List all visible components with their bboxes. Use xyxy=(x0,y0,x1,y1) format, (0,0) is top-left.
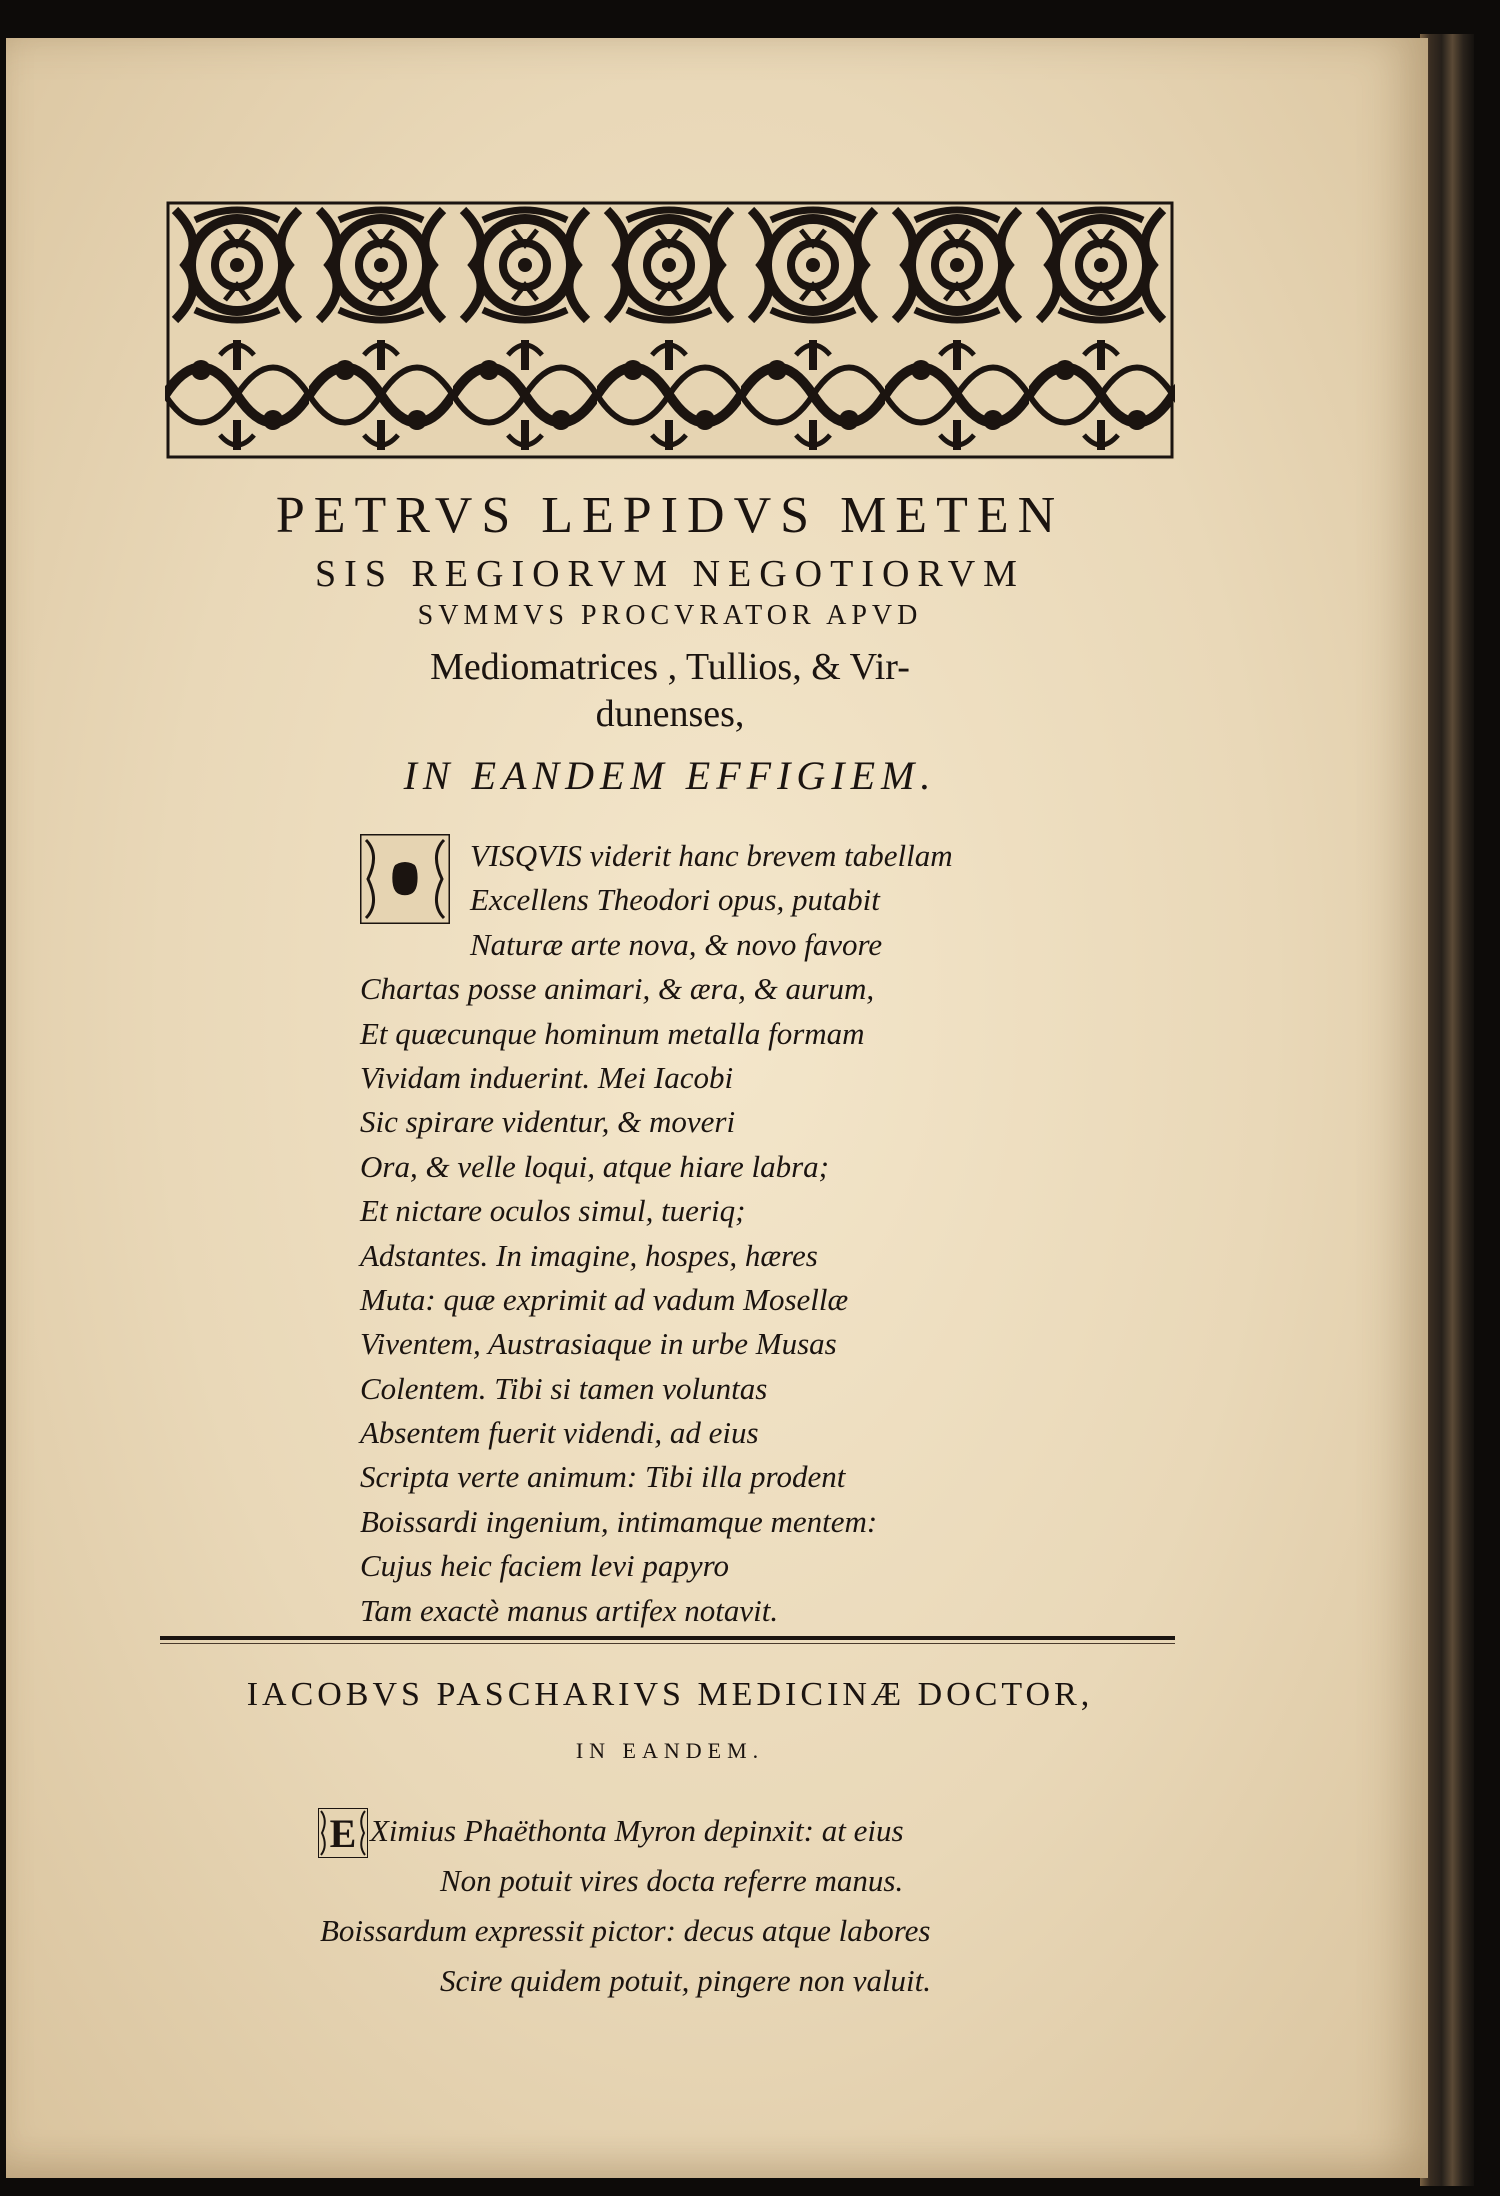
poem-1-line: Cujus heic faciem levi papyro xyxy=(360,1548,730,1584)
poem-1-line: Muta: quæ exprimit ad vadum Mosellæ xyxy=(360,1281,849,1317)
divider-rule-thin xyxy=(160,1643,1175,1644)
drop-cap-e-letter: E xyxy=(329,1811,357,1856)
poem-2-line: Scire quidem potuit, pingere non valuit. xyxy=(440,1963,932,1998)
poem-1-line: Chartas posse animari, & æra, & aurum, xyxy=(360,971,875,1007)
heading-line-5: dunenses, xyxy=(595,693,745,735)
poem-title: IN EANDEM EFFIGIEM. xyxy=(403,753,937,798)
poem-1-line: Excellens Theodori opus, putabit xyxy=(470,882,880,918)
heading-line-1: PETRVS LEPIDVS METEN xyxy=(275,487,1065,544)
poem-1 xyxy=(360,834,953,1633)
second-poem-heading: IACOBVS PASCHARIVS MEDICINÆ DOCTOR, xyxy=(246,1676,1094,1713)
book-page-edge xyxy=(1420,34,1474,2186)
poem-1-line: Viventem, Austrasiaque in urbe Musas xyxy=(360,1326,837,1362)
poem-1-line: Colentem. Tibi si tamen voluntas xyxy=(360,1370,768,1406)
second-poem-subtitle: IN EANDEM. xyxy=(575,1738,765,1763)
poem-1-line: Sic spirare videntur, & moveri xyxy=(360,1104,736,1140)
poem-1-line: Et quæcunque hominum metalla formam xyxy=(360,1015,865,1051)
poem-2-line: Ximius Phaëthonta Myron depinxit: at eius xyxy=(370,1813,904,1848)
poem-1-line: Boissardi ingenium, intimamque mentem: xyxy=(360,1503,878,1539)
poem-2-line: Non potuit vires docta referre manus. xyxy=(440,1863,904,1898)
poem-1-line: Tam exactè manus artifex notavit. xyxy=(360,1592,779,1628)
poem-1-line: Adstantes. In imagine, hospes, hæres xyxy=(360,1237,818,1273)
heading-line-4: Mediomatrices , Tullios, & Vir- xyxy=(430,646,910,688)
poem-1-line: Ora, & velle loqui, atque hiare labra; xyxy=(360,1148,829,1184)
drop-cap-q-letter: Q xyxy=(384,845,426,910)
poem-1-line: Naturæ arte nova, & novo favore xyxy=(470,926,883,962)
poem-1-line: VISQVIS viderit hanc brevem tabellam xyxy=(470,838,953,873)
poem-1-line: Vividam induerint. Mei Iacobi xyxy=(360,1059,734,1095)
heading-line-3: SVMMVS PROCVRATOR APVD xyxy=(417,600,923,631)
poem-1-line: Absentem fuerit videndi, ad eius xyxy=(360,1415,759,1451)
poem-1-line: Et nictare oculos simul, tueriq; xyxy=(360,1193,746,1229)
poem-2 xyxy=(320,1806,931,2006)
ornament-headpiece xyxy=(165,200,1175,460)
heading-line-2: SIS REGIORVM NEGOTIORVM xyxy=(315,553,1025,595)
poem-1-line: Scripta verte animum: Tibi illa prodent xyxy=(360,1459,846,1495)
poem-2-line: Boissardum expressit pictor: decus atque labores xyxy=(320,1913,931,1948)
divider-rule xyxy=(160,1636,1175,1640)
